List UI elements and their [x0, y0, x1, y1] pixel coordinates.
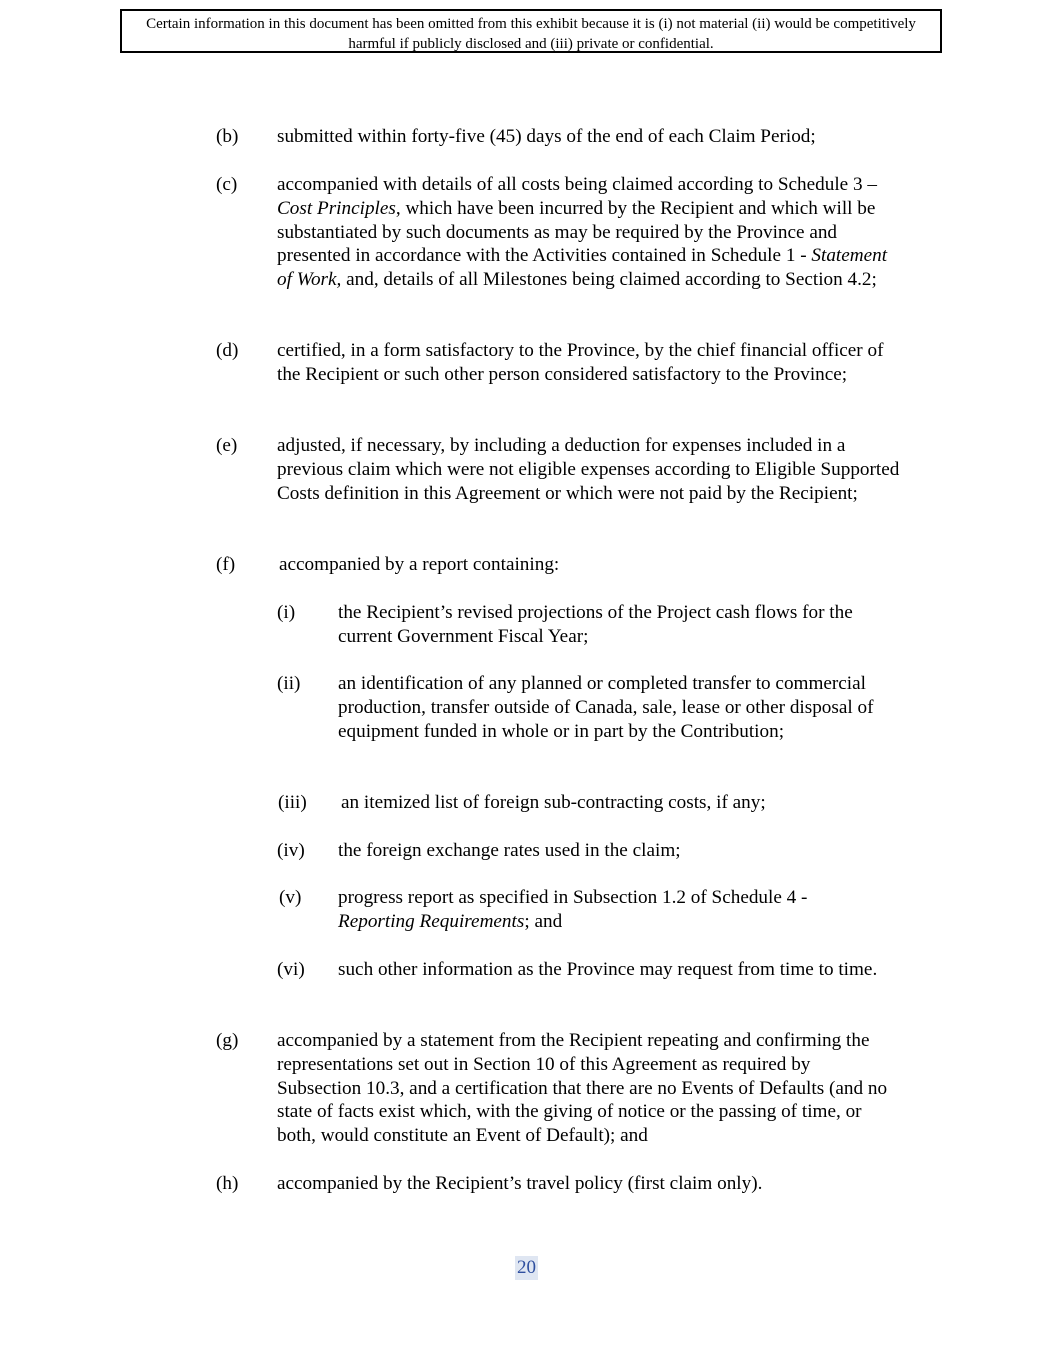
subclause-text: such other information as the Province may request from time to time. — [338, 959, 878, 980]
clause-label: (e) — [216, 435, 238, 456]
subclause-text-part: ; and — [524, 910, 563, 932]
clause-label: (d) — [216, 340, 239, 361]
subclause-text: the foreign exchange rates used in the claim; — [338, 840, 681, 861]
subclause-label: (v) — [279, 887, 302, 908]
clause-text: accompanied by a statement from the Recipient repeating and confirming the representations set out in Section 10 of this Agreement as required by Subsection 10.3, and a certification that there are no Events of Defaults (and no state of facts exist which, with the giving of notice or the passing of time, or both, would constitute an Event of Default); and — [277, 1030, 888, 1147]
clause-text: adjusted, if necessary, by including a deduction for expenses included in a previous claim which were not eligible expenses according to Eligible Supported Costs definition in this Agreement or which were not paid by the Recipient; — [277, 435, 900, 504]
confidentiality-notice: Certain information in this document has been omitted from this exhibit because it is (i) not material (ii) would be competitively harmful if publicly disclosed and (iii) private or confidential. — [120, 9, 942, 53]
clause-label: (g) — [216, 1030, 239, 1051]
subclause-label: (i) — [277, 602, 296, 623]
clause-text: accompanied by the Recipient’s travel policy (first claim only). — [277, 1173, 763, 1194]
subclause-label: (iv) — [277, 840, 305, 861]
subclause-italic-part: Reporting Requirements — [338, 910, 525, 932]
subclause-text: an identification of any planned or completed transfer to commercial production, transfer outside of Canada, sale, lease or other disposal of equipment funded in whole or in part by the Contribution; — [338, 673, 874, 742]
clause-text-part: accompanied with details of all costs being claimed according to Schedule 3 – — [277, 174, 877, 195]
clause-text: submitted within forty-five (45) days of the end of each Claim Period; — [277, 126, 816, 147]
page-number: 20 — [517, 1257, 536, 1278]
clause-label: (h) — [216, 1173, 239, 1194]
clause-text-part: and, details of all Milestones being claimed according to Section 4.2; — [341, 269, 877, 291]
clause-italic-part: Statement of Work, — [277, 245, 888, 291]
clause-label: (b) — [216, 126, 239, 147]
clause-text-part: , which have been incurred by the Recipient and which will be substantiated by such documents as may be required by the Province and presented in accordance with the Activities contained in Schedule 1 - — [277, 197, 876, 267]
subclause-label: (iii) — [278, 792, 307, 813]
clause-text: accompanied by a report containing: — [279, 554, 560, 575]
subclause-label: (vi) — [277, 959, 305, 980]
subclause-text — [338, 886, 868, 934]
clause-label: (f) — [216, 554, 236, 575]
clause-text: certified, in a form satisfactory to the Province, by the chief financial officer of the Recipient or such other person considered satisfactory to the Province; — [277, 340, 884, 385]
subclause-label: (ii) — [277, 673, 301, 694]
clause-italic-part: Cost Principles — [277, 197, 396, 219]
subclause-text: an itemized list of foreign sub-contracting costs, if any; — [341, 792, 766, 813]
subclause-text-part: progress report as specified in Subsection 1.2 of Schedule 4 - — [338, 887, 808, 908]
clause-label: (c) — [216, 174, 238, 195]
clause-text — [277, 173, 902, 292]
subclause-text: the Recipient’s revised projections of the Project cash flows for the current Government Fiscal Year; — [338, 602, 853, 647]
